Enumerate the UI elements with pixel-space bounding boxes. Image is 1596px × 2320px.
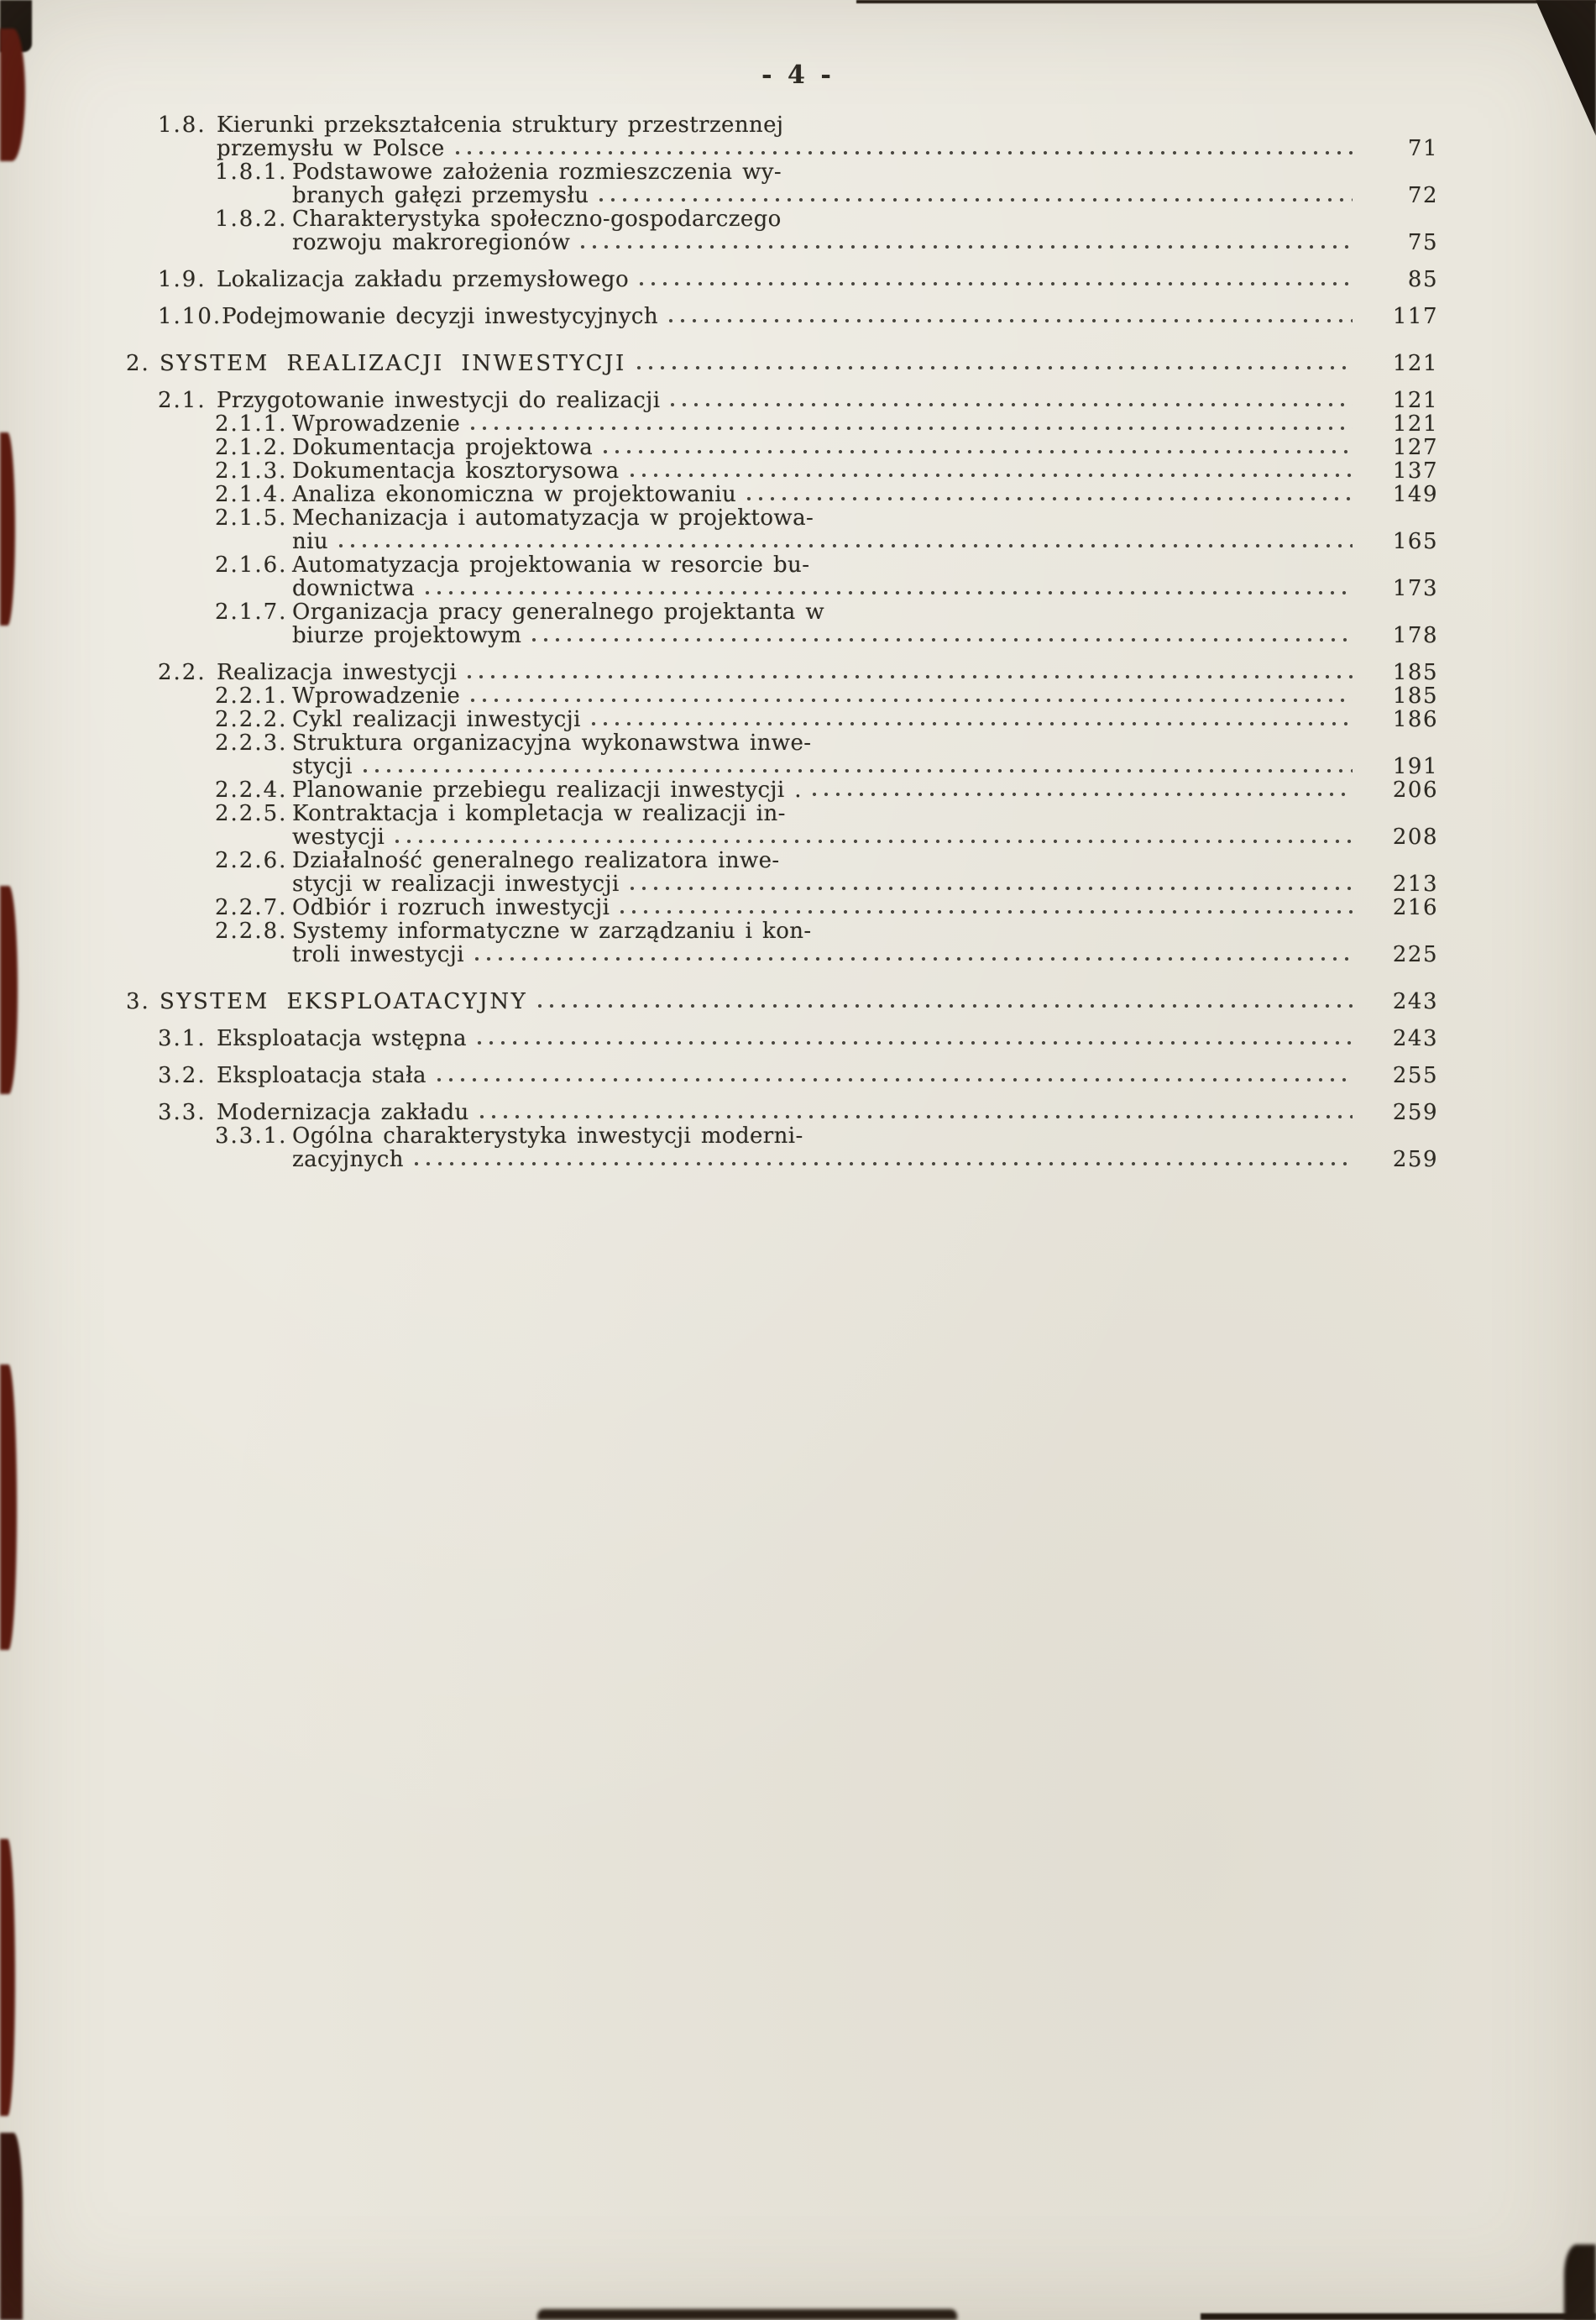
toc-entry-text: niu bbox=[292, 529, 329, 554]
page-number: 191 bbox=[1392, 754, 1438, 779]
toc-entry-line bbox=[292, 600, 1438, 624]
scan-artifact-left-2 bbox=[0, 432, 15, 626]
page-number: 186 bbox=[1392, 707, 1438, 732]
toc-entry-text: Systemy informatyczne w zarządzaniu i kon- bbox=[292, 919, 812, 944]
toc-entry-body bbox=[292, 849, 1438, 896]
toc-entry-line bbox=[217, 1064, 1438, 1087]
page-number: 121 bbox=[1392, 351, 1438, 376]
toc-entry-line bbox=[292, 684, 1438, 708]
toc-entry-number: 1.8. bbox=[158, 113, 207, 138]
toc-entry bbox=[126, 412, 1438, 436]
toc-entry-number: 2.1.5. bbox=[215, 505, 288, 531]
toc-entry-line bbox=[292, 755, 1438, 778]
toc-entry-text: Automatyzacja projektowania w resorcie bu- bbox=[292, 553, 810, 578]
toc-entry-line bbox=[292, 1148, 1438, 1171]
toc-entry bbox=[126, 268, 1438, 291]
scan-artifact-bottom-right bbox=[1201, 2313, 1596, 2320]
toc-entry bbox=[126, 708, 1438, 731]
toc-entry-line bbox=[292, 530, 1438, 553]
toc-entry bbox=[126, 1027, 1438, 1050]
dot-leader bbox=[477, 1040, 1353, 1045]
page-number: 178 bbox=[1392, 623, 1438, 648]
toc-entry-text: SYSTEM EKSPLOATACYJNY bbox=[160, 989, 528, 1014]
toc-entry-text: Cykl realizacji inwestycji bbox=[292, 707, 581, 732]
toc-entry-number: 2.1.7. bbox=[215, 600, 288, 625]
toc-entry-line bbox=[292, 802, 1438, 825]
toc-entry bbox=[126, 684, 1438, 708]
dot-leader bbox=[599, 197, 1353, 202]
toc-entry-line bbox=[292, 849, 1438, 872]
toc-entry-text: Realizacja inwestycji bbox=[217, 660, 458, 685]
toc-entry-body bbox=[217, 1101, 1438, 1124]
toc-entry-text: troli inwestycji bbox=[292, 942, 464, 967]
toc-entry-body bbox=[292, 1124, 1438, 1171]
toc-entry-number: 3.3.1. bbox=[215, 1123, 288, 1149]
toc-entry-body bbox=[292, 207, 1438, 254]
toc-entry bbox=[126, 207, 1438, 254]
dot-leader bbox=[668, 318, 1353, 323]
toc-entry-body bbox=[292, 778, 1438, 802]
toc-entry bbox=[126, 990, 1438, 1013]
dot-leader bbox=[395, 839, 1353, 844]
toc-entry-number: 2.2. bbox=[158, 660, 207, 685]
toc-entry-text: Struktura organizacyjna wykonawstwa inwe- bbox=[292, 731, 812, 756]
scan-artifact-left-4 bbox=[0, 1364, 17, 1650]
toc-entry-body bbox=[292, 802, 1438, 849]
toc-entry-number: 1.8.1. bbox=[215, 160, 288, 185]
toc-entry bbox=[126, 600, 1438, 647]
toc-entry-body bbox=[217, 1064, 1438, 1087]
toc-entry-body bbox=[292, 919, 1438, 966]
toc-entry-text: stycji bbox=[292, 754, 353, 779]
toc-entry-number: 3.2. bbox=[158, 1063, 207, 1088]
toc-entry-body bbox=[160, 352, 1438, 375]
toc-entry-text: downictwa bbox=[292, 576, 415, 601]
dot-leader bbox=[636, 365, 1353, 370]
dot-leader bbox=[414, 1161, 1353, 1166]
toc-entry-body bbox=[217, 661, 1438, 684]
toc-entry-body bbox=[292, 160, 1438, 207]
toc-entry-line bbox=[292, 778, 1438, 802]
toc-entry-number: 1.8.2. bbox=[215, 207, 288, 232]
toc-entry-number: 2.2.1. bbox=[215, 683, 288, 709]
toc-entry-text: Modernizacja zakładu bbox=[217, 1100, 469, 1125]
toc-entry bbox=[126, 1064, 1438, 1087]
toc-entry bbox=[126, 483, 1438, 506]
toc-entry-line bbox=[160, 352, 1438, 375]
toc-entry-body bbox=[292, 684, 1438, 708]
toc-entry-number: 3.3. bbox=[158, 1100, 207, 1125]
scan-artifact-left-5 bbox=[0, 1839, 15, 2116]
toc-entry-body bbox=[217, 268, 1438, 291]
dot-leader bbox=[531, 637, 1353, 642]
toc-entry bbox=[126, 389, 1438, 412]
toc-entry-text: biurze projektowym bbox=[292, 623, 522, 648]
toc-entry-line bbox=[292, 436, 1438, 459]
toc-entry-text: Wprowadzenie bbox=[292, 683, 461, 709]
toc-entry bbox=[126, 1124, 1438, 1171]
toc-entry-line bbox=[217, 268, 1438, 291]
toc-entry-text: Podejmowanie decyzji inwestycyjnych bbox=[222, 304, 658, 329]
page-number: 165 bbox=[1392, 529, 1438, 554]
page-number: 121 bbox=[1392, 411, 1438, 437]
toc-entry bbox=[126, 305, 1438, 328]
toc-entry-text: westycji bbox=[292, 825, 385, 850]
page-number: 117 bbox=[1392, 304, 1438, 329]
toc-entry-text: Eksploatacja wstępna bbox=[217, 1026, 467, 1051]
toc-entry-number: 2.1.2. bbox=[215, 435, 288, 460]
toc-entry-text: rozwoju makroregionów bbox=[292, 230, 571, 255]
toc-entry-line bbox=[292, 506, 1438, 530]
toc-entry-line bbox=[292, 919, 1438, 943]
dot-leader bbox=[620, 909, 1353, 914]
toc-entry-line bbox=[217, 389, 1438, 412]
toc-entry-body bbox=[292, 506, 1438, 553]
dot-leader bbox=[812, 792, 1353, 797]
toc-entry-number: 2.2.5. bbox=[215, 801, 288, 826]
toc-entry-line bbox=[217, 113, 1438, 137]
toc-entry-text: Charakterystyka społeczno-gospodarczego bbox=[292, 207, 782, 232]
toc-entry-line bbox=[292, 943, 1438, 966]
page-number: 208 bbox=[1392, 825, 1438, 850]
toc-entry-body bbox=[292, 412, 1438, 436]
toc-entry-body bbox=[222, 305, 1438, 328]
scan-artifact-left-6 bbox=[0, 2133, 23, 2320]
page-number: 213 bbox=[1392, 872, 1438, 897]
toc-entry-text: Planowanie przebiegu realizacji inwestycji . bbox=[292, 778, 802, 803]
dot-leader bbox=[630, 473, 1353, 478]
page-number: 71 bbox=[1407, 136, 1438, 161]
toc-entry bbox=[126, 553, 1438, 600]
toc-entry bbox=[126, 731, 1438, 778]
dot-leader bbox=[455, 150, 1353, 155]
toc-entry-body bbox=[217, 1027, 1438, 1050]
toc-entry-line bbox=[292, 708, 1438, 731]
toc-entry-text: SYSTEM REALIZACJI INWESTYCJI bbox=[160, 351, 626, 376]
dot-leader bbox=[470, 698, 1353, 703]
toc-entry-body bbox=[292, 483, 1438, 506]
toc-entry-number: 2.2.2. bbox=[215, 707, 288, 732]
toc-entry bbox=[126, 352, 1438, 375]
toc-entry-text: Przygotowanie inwestycji do realizacji bbox=[217, 388, 661, 413]
toc-entry-line bbox=[292, 160, 1438, 184]
toc-entry bbox=[126, 849, 1438, 896]
toc-entry-text: Kierunki przekształcenia struktury przestrzennej bbox=[217, 113, 784, 138]
toc-entry-number: 2.2.7. bbox=[215, 895, 288, 920]
toc-entry-text: Kontraktacja i kompletacja w realizacji in- bbox=[292, 801, 786, 826]
toc-entry-body bbox=[292, 600, 1438, 647]
toc-entry-line bbox=[160, 990, 1438, 1013]
toc-entry-text: Wprowadzenie bbox=[292, 411, 461, 437]
toc-entry-text: Lokalizacja zakładu przemysłowego bbox=[217, 267, 629, 292]
toc-entry-number: 2.1.3. bbox=[215, 458, 288, 484]
toc-entry-body bbox=[292, 436, 1438, 459]
toc-entry bbox=[126, 896, 1438, 919]
toc-entry-text: Ogólna charakterystyka inwestycji moderni- bbox=[292, 1123, 803, 1149]
toc-entry-number: 1.9. bbox=[158, 267, 207, 292]
toc-entry-body bbox=[292, 731, 1438, 778]
dot-leader bbox=[746, 496, 1353, 501]
page-number: 72 bbox=[1407, 183, 1438, 208]
toc-entry-number: 2.1.4. bbox=[215, 482, 288, 507]
toc-entry-line bbox=[292, 624, 1438, 647]
toc-entry-line bbox=[292, 184, 1438, 207]
toc-entry-body bbox=[217, 113, 1438, 160]
toc-entry-text: Dokumentacja kosztorysowa bbox=[292, 458, 620, 484]
toc-entry bbox=[126, 778, 1438, 802]
dot-leader bbox=[537, 1003, 1353, 1008]
toc-entry bbox=[126, 160, 1438, 207]
toc-entry-line bbox=[292, 872, 1438, 896]
page-number: 121 bbox=[1392, 388, 1438, 413]
toc-entry-line bbox=[217, 1027, 1438, 1050]
toc-entry-number: 2.1.6. bbox=[215, 553, 288, 578]
toc-entry-line bbox=[292, 1124, 1438, 1148]
toc-entry-number: 3.1. bbox=[158, 1026, 207, 1051]
page-number: 85 bbox=[1407, 267, 1438, 292]
page-number: 206 bbox=[1392, 778, 1438, 803]
page-number: 173 bbox=[1392, 576, 1438, 601]
toc-entry bbox=[126, 661, 1438, 684]
toc-entry-body bbox=[292, 896, 1438, 919]
toc-entry-body bbox=[160, 990, 1438, 1013]
toc-entry-number: 3. bbox=[126, 989, 150, 1014]
toc-entry-line bbox=[292, 553, 1438, 577]
toc-entry-text: Odbiór i rozruch inwestycji bbox=[292, 895, 610, 920]
toc-entry-number: 2.2.6. bbox=[215, 848, 288, 873]
dot-leader bbox=[363, 768, 1353, 773]
toc-entry-text: Działalność generalnego realizatora inwe- bbox=[292, 848, 780, 873]
toc-entry-text: Organizacja pracy generalnego projektanta w bbox=[292, 600, 825, 625]
dot-leader bbox=[591, 721, 1353, 726]
dot-leader bbox=[470, 426, 1353, 431]
toc-entry-body bbox=[292, 459, 1438, 483]
page-number: 243 bbox=[1392, 989, 1438, 1014]
toc-entry-number: 2.1. bbox=[158, 388, 207, 413]
toc-entry-line bbox=[292, 412, 1438, 436]
toc-entry-text: przemysłu w Polsce bbox=[217, 136, 445, 161]
toc-entry bbox=[126, 436, 1438, 459]
page-number-header: - 4 - bbox=[761, 60, 835, 90]
page-number: 259 bbox=[1392, 1147, 1438, 1172]
toc-entry-text: branych gałęzi przemysłu bbox=[292, 183, 589, 208]
dot-leader bbox=[437, 1077, 1353, 1082]
dot-leader bbox=[630, 886, 1353, 891]
toc-entry-line bbox=[217, 1101, 1438, 1124]
page-number: 149 bbox=[1392, 482, 1438, 507]
toc-entry bbox=[126, 919, 1438, 966]
toc-entry bbox=[126, 802, 1438, 849]
page-number: 243 bbox=[1392, 1026, 1438, 1051]
toc-entry-number: 1.10. bbox=[158, 304, 222, 329]
page-number: 185 bbox=[1392, 660, 1438, 685]
page-number: 127 bbox=[1392, 435, 1438, 460]
toc-entry-number: 2.2.4. bbox=[215, 778, 288, 803]
toc-list bbox=[0, 113, 1596, 1171]
toc-entry-number: 2.1.1. bbox=[215, 411, 288, 437]
toc-entry-text: stycji w realizacji inwestycji bbox=[292, 872, 620, 897]
toc-entry-line bbox=[217, 137, 1438, 160]
scan-artifact-bottom-center bbox=[537, 2309, 957, 2320]
toc-entry bbox=[126, 506, 1438, 553]
scan-artifact-left-3 bbox=[0, 886, 18, 1094]
scan-artifact-bottom-right-corner bbox=[1564, 2244, 1596, 2320]
toc-entry bbox=[126, 459, 1438, 483]
page-number: 255 bbox=[1392, 1063, 1438, 1088]
toc-entry bbox=[126, 113, 1438, 160]
scan-artifact-top-edge-line bbox=[856, 0, 1596, 3]
page-number: 75 bbox=[1407, 230, 1438, 255]
toc-entry-line bbox=[292, 577, 1438, 600]
toc-entry-text: Podstawowe założenia rozmieszczenia wy- bbox=[292, 160, 782, 185]
dot-leader bbox=[670, 402, 1353, 407]
toc-entry-line bbox=[292, 207, 1438, 231]
toc-entry-line bbox=[292, 231, 1438, 254]
toc-entry-body bbox=[292, 708, 1438, 731]
page-number: 216 bbox=[1392, 895, 1438, 920]
dot-leader bbox=[338, 543, 1353, 548]
page-number: 185 bbox=[1392, 683, 1438, 709]
toc-entry-number: 2. bbox=[126, 351, 150, 376]
dot-leader bbox=[467, 674, 1353, 679]
dot-leader bbox=[639, 281, 1353, 286]
dot-leader bbox=[479, 1114, 1353, 1119]
dot-leader bbox=[580, 244, 1353, 249]
toc-entry-line bbox=[222, 305, 1438, 328]
dot-leader bbox=[603, 449, 1353, 454]
toc-entry-text: zacyjnych bbox=[292, 1147, 404, 1172]
dot-leader bbox=[425, 590, 1353, 595]
toc-entry-line bbox=[292, 483, 1438, 506]
dot-leader bbox=[474, 956, 1353, 961]
toc-entry-text: Dokumentacja projektowa bbox=[292, 435, 594, 460]
toc-entry-number: 2.2.8. bbox=[215, 919, 288, 944]
page-number: 259 bbox=[1392, 1100, 1438, 1125]
toc-entry-number: 2.2.3. bbox=[215, 731, 288, 756]
toc-entry-text: Analiza ekonomiczna w projektowaniu bbox=[292, 482, 737, 507]
page-number: 137 bbox=[1392, 458, 1438, 484]
toc-entry-body bbox=[292, 553, 1438, 600]
toc-entry-text: Mechanizacja i automatyzacja w projektowa- bbox=[292, 505, 814, 531]
toc-entry-line bbox=[292, 825, 1438, 849]
toc-entry-body bbox=[217, 389, 1438, 412]
toc-entry-line bbox=[292, 459, 1438, 483]
toc-entry-line bbox=[292, 731, 1438, 755]
toc-entry-line bbox=[292, 896, 1438, 919]
toc-entry-line bbox=[217, 661, 1438, 684]
toc-entry-text: Eksploatacja stała bbox=[217, 1063, 426, 1088]
toc-entry bbox=[126, 1101, 1438, 1124]
page-number: 225 bbox=[1392, 942, 1438, 967]
